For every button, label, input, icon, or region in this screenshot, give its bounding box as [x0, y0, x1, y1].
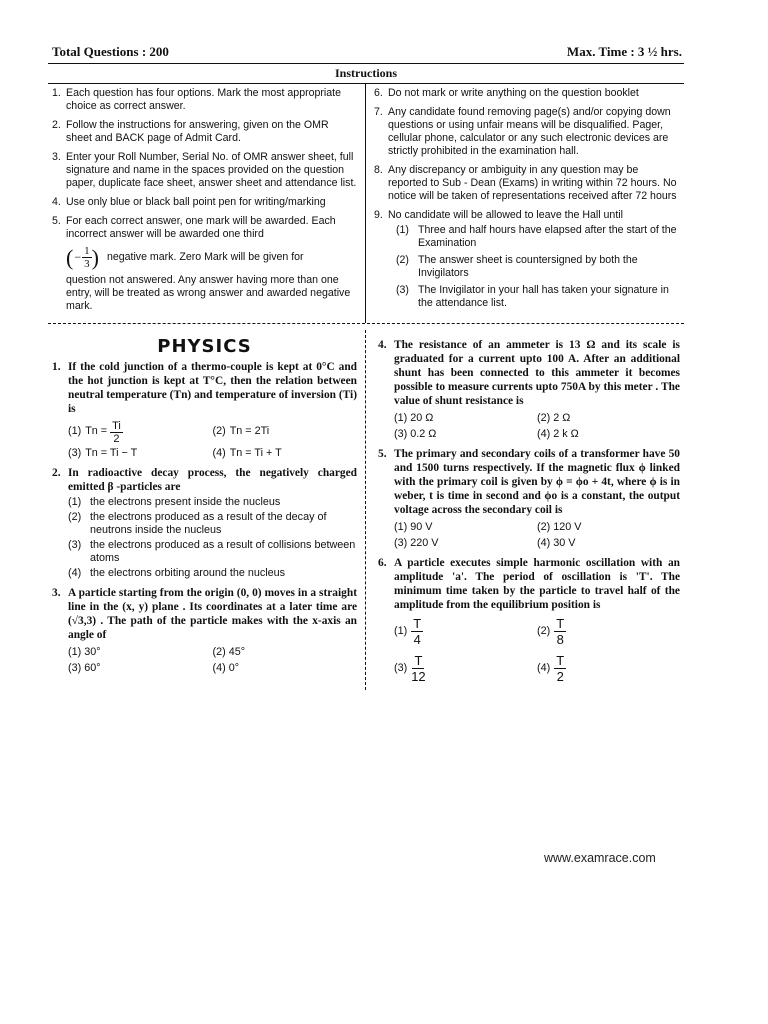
option: (3) the electrons produced as a result of collisions between atoms: [68, 538, 356, 564]
leave-condition: (3) The Invigilator in your hall has taken your signature in the attendance list.: [396, 284, 669, 309]
section-title-physics: PHYSICS: [157, 336, 252, 357]
option: (1) $\frac{T}{4}$: [394, 616, 422, 647]
questions-left-column: [48, 330, 366, 690]
instruction-item: 4. Use only blue or black ball point pen for writing/marking: [52, 196, 326, 208]
option: (4) $\frac{T}{2}$: [537, 653, 565, 684]
total-questions: Total Questions : 200: [52, 44, 169, 59]
question-1-options: [68, 420, 357, 461]
option: (3) 0.2 Ω: [394, 427, 437, 440]
leave-condition: (1) Three and half hours have elapsed after the start of the Examination: [396, 224, 677, 249]
question-6: 6. A particle executes simple harmonic oscillation with an amplitude 'a'. The period of oscillation is 'T'. The minimum time taken by the particle to travel half of the amplitude from the equilibrium position is: [378, 557, 680, 611]
instruction-item-leave-hall: 9. No candidate will be allowed to leave the Hall until (1) Three and half hours have elapsed after the start of the Examination (2) The answer sheet is countersigned by both the Invigilators (3) The Invigilator in your hall has taken your signature in the attendance list.: [374, 209, 677, 309]
question-3-options: [68, 646, 357, 675]
option: (3) 60°: [68, 661, 101, 674]
negative-fraction: ( − $\frac{1}{3}$ ): [66, 245, 99, 270]
leave-condition: (2) The answer sheet is countersigned by both the Invigilators: [396, 254, 638, 279]
questions-right-column: [366, 330, 684, 690]
option: (1) the electrons present inside the nucleus: [68, 496, 281, 508]
option: (4) the electrons orbiting around the nucleus: [68, 566, 286, 579]
instruction-item: 3. Enter your Roll Number, Serial No. of OMR answer sheet, full signature and name in the spaces provided on the question paper, duplicate face sheet, answer sheet and attendance list.: [52, 151, 357, 189]
option: (4) 30 V: [537, 536, 576, 549]
exam-header: [48, 44, 684, 64]
option: (4) 0°: [212, 661, 240, 674]
instructions-box: [48, 83, 684, 324]
question-3: 3. A particle starting from the origin (0, 0) moves in a straight line in the (x, y) plane . Its coordinates at a later time are (√3,3) . The path of the particle makes with the x-axis an angle of: [52, 587, 357, 641]
instruction-item: 6. Do not mark or write anything on the question booklet: [374, 87, 639, 99]
instruction-item: 1. Each question has four options. Mark the most appropriate choice as correct answer.: [52, 87, 342, 112]
option: (1) 20 Ω: [394, 412, 434, 424]
question-4-options: [394, 412, 680, 441]
option: (4) 2 k Ω: [537, 427, 579, 440]
option: (2) 2 Ω: [537, 412, 571, 424]
instruction-item-negative-marking: 5. For each correct answer, one mark will be awarded. Each incorrect answer will be awarded one third ( − $\frac{1}{3}$ ) negative mark. Zero Mark will be given for question not answered. Any answer having more than one entry, will be treated as wrong answer and awarded negative mark.: [52, 215, 357, 313]
questions-body: [48, 330, 684, 690]
question-2-options: [68, 496, 357, 580]
option: (3) Tn = Ti − T: [68, 446, 138, 459]
question-1: 1. If the cold junction of a thermo-couple is kept at 0°C and the hot junction is kept at T°C, then the relation between neutral temperature (Tn) and temperature of inversion (Ti) is: [52, 360, 357, 415]
option: (2) 45°: [212, 646, 246, 658]
option: (2) 120 V: [537, 521, 582, 533]
question-6-options: [394, 616, 680, 684]
max-time: Max. Time : 3 ½ hrs.: [566, 44, 682, 59]
instructions-title: Instructions: [334, 66, 397, 80]
option: (1) 30°: [68, 646, 101, 658]
option: (2) Tn = 2Ti: [212, 425, 270, 438]
option: (1) 90 V: [394, 521, 433, 533]
question-4: 4. The resistance of an ammeter is 13 Ω and its scale is graduated for a current upto 100 A. After an additional shunt has been connected to this ammeter it becomes possible to measure currents upto 750A by this meter . The value of shunt resistance is: [378, 339, 680, 407]
instructions-right-column: [366, 84, 684, 323]
instruction-item: 7. Any candidate found removing page(s) and/or copying down questions or using unfair means will be disqualified. Pager, cellular phone, calculator or any such electronic devices are strictly prohibited in the examination hall.: [374, 106, 671, 157]
instruction-item: 2. Follow the instructions for answering, given on the OMR sheet and BACK page of Admit Card.: [52, 119, 329, 144]
option: (3) $\frac{T}{12}$: [394, 653, 426, 684]
option: (4) Tn = Ti + T: [212, 446, 282, 459]
option: (2) $\frac{T}{8}$: [537, 616, 565, 647]
question-5-options: [394, 521, 680, 550]
website-footer: www.examrace.com: [544, 851, 656, 865]
option: (2) the electrons produced as a result of the decay of neutrons inside the nucleus: [68, 510, 327, 536]
instruction-item: 8. Any discrepancy or ambiguity in any question may be reported to Sub - Dean (Exams) in writing within 72 hours. No notice will be taken of representations received after 72 hours: [374, 164, 677, 202]
instructions-left-column: [48, 84, 366, 323]
question-2: 2. In radioactive decay process, the negatively charged emitted β -particles are: [52, 467, 357, 493]
option: (1) Tn = $\frac{Ti}{2}$: [68, 419, 121, 445]
negative-mark-fraction-line: ( − $\frac{1}{3}$ ) negative mark. Zero Mark will be given for: [66, 245, 304, 270]
exam-page: [48, 44, 684, 690]
option: (3) 220 V: [394, 536, 439, 549]
question-5: 5. The primary and secondary coils of a transformer have 50 and 1500 turns respectively. If the magnetic flux ϕ linked with the primary coil is given by ϕ = ϕo + 4t, where ϕ is in weber, t is time in second and ϕo is a constant, the output voltage across the secondary coil is: [378, 448, 680, 516]
